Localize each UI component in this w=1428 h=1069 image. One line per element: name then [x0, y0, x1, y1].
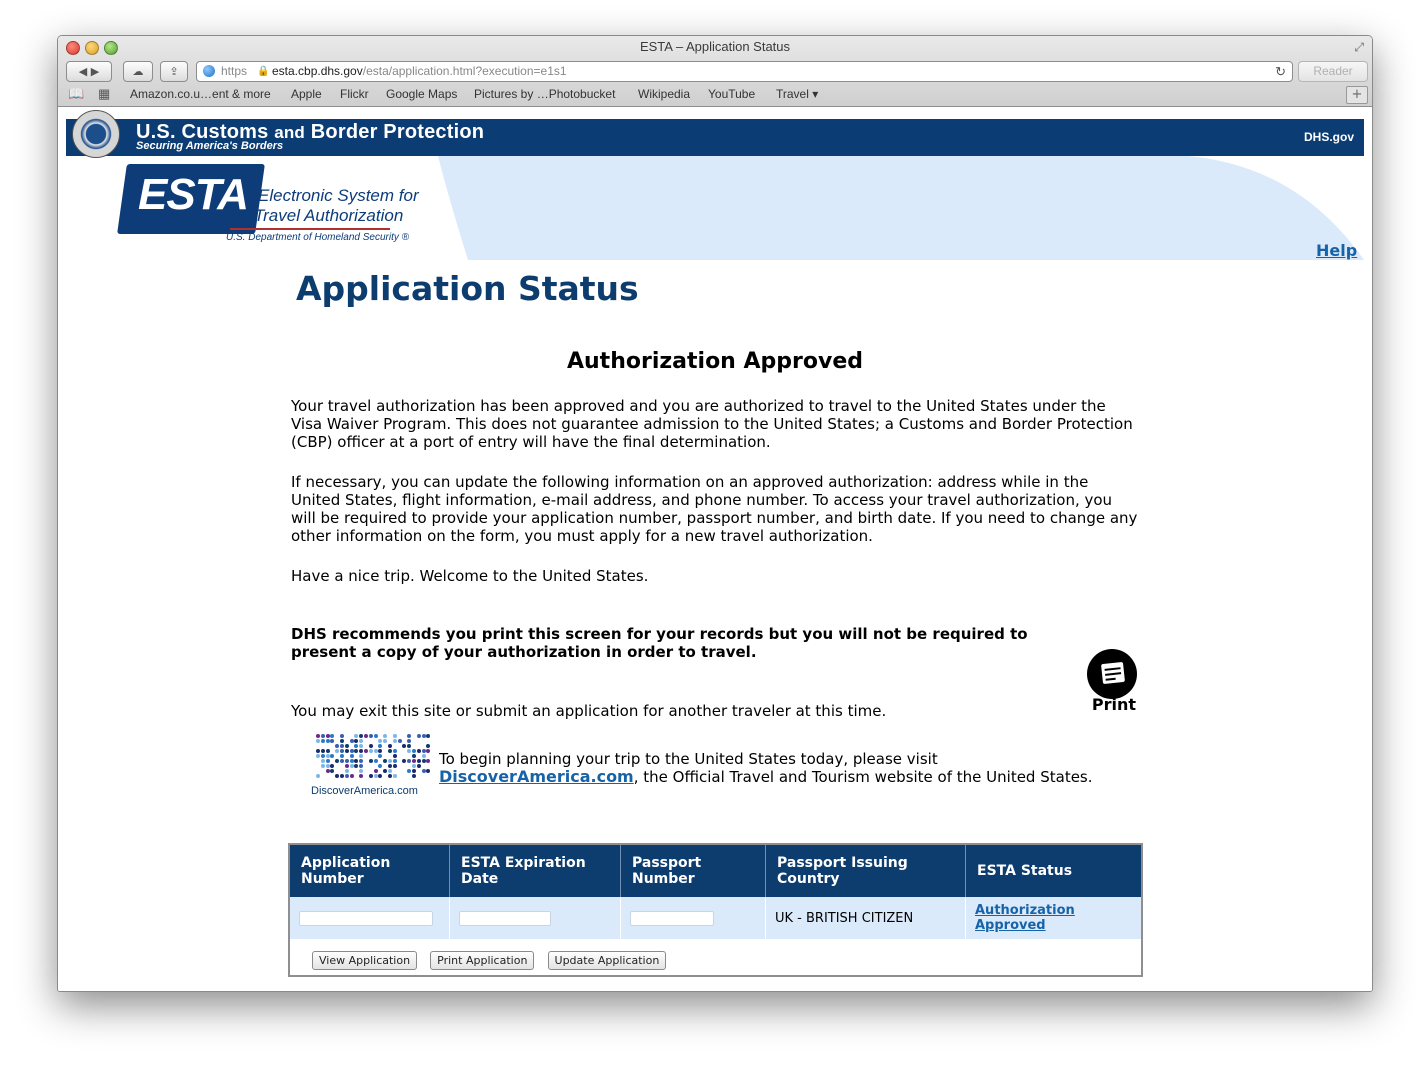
print-line: [1106, 678, 1116, 681]
header-application-number: Application Number: [290, 845, 450, 897]
logo-dot: [364, 734, 368, 738]
cell-issuing-country: UK - BRITISH CITIZEN: [766, 897, 966, 939]
logo-dot: [388, 764, 392, 768]
url-text[interactable]: [272, 62, 567, 81]
agency-name-part1: U.S. Customs: [136, 121, 269, 143]
esta-logo[interactable]: [122, 164, 422, 264]
status-line2: Approved: [975, 918, 1046, 933]
reload-icon[interactable]: ↻: [1275, 64, 1286, 79]
logo-dot: [412, 749, 416, 753]
share-icon: ⇪: [169, 65, 179, 78]
logo-dot: [354, 749, 358, 753]
logo-dot: [426, 759, 430, 763]
logo-dot: [350, 754, 354, 758]
logo-dot: [335, 744, 339, 748]
logo-dot: [374, 734, 378, 738]
logo-dot: [321, 754, 325, 758]
logo-dot: [407, 749, 411, 753]
logo-dot: [354, 764, 358, 768]
logo-dot: [326, 754, 330, 758]
logo-dot: [383, 759, 387, 763]
header-swoosh: [438, 156, 1364, 260]
update-info-paragraph: If necessary, you can update the following information on an approved authorization: address while in the United States, flight information, e-mail address, and phone number. To access your travel authorization, you will be required to provide your application number, passport number, and birth date. If you need to change any other information on the form, you must apply for a new travel authorization.: [291, 473, 1138, 545]
status-line1: Authorization: [975, 903, 1075, 918]
logo-dot: [393, 734, 397, 738]
logo-dot: [350, 774, 354, 778]
logo-dot: [326, 734, 330, 738]
logo-dot: [412, 754, 416, 758]
redacted-passport-number: [630, 911, 714, 926]
cell-esta-status: [966, 897, 1141, 939]
logo-dot: [378, 744, 382, 748]
logo-dot: [354, 739, 358, 743]
logo-dot: [321, 739, 325, 743]
logo-dot: [335, 759, 339, 763]
logo-dot: [426, 744, 430, 748]
logo-dot: [407, 759, 411, 763]
logo-dot: [350, 764, 354, 768]
browser-chrome: [58, 36, 1372, 107]
exit-text: You may exit this site or submit an application for another traveler at this time.: [291, 702, 887, 720]
logo-dot: [383, 769, 387, 773]
logo-dot: [393, 739, 397, 743]
lock-icon: 🔒: [257, 66, 270, 77]
logo-dot: [369, 774, 373, 778]
logo-dot: [393, 754, 397, 758]
print-line: [1105, 667, 1121, 671]
browser-window: [57, 35, 1373, 992]
logo-dot: [378, 754, 382, 758]
logo-dot: [321, 734, 325, 738]
logo-dot: [398, 739, 402, 743]
logo-dot: [345, 764, 349, 768]
cloud-icon: ☁: [132, 65, 144, 78]
back-forward-buttons[interactable]: [66, 61, 112, 82]
bookmark-folder-travel[interactable]: Travel ▾: [776, 87, 819, 101]
logo-dot: [340, 749, 344, 753]
logo-dot: [354, 759, 358, 763]
new-tab-button[interactable]: +: [1346, 86, 1368, 104]
cell-application-number: [290, 897, 450, 939]
logo-dot: [369, 744, 373, 748]
dhs-gov-link[interactable]: DHS.gov: [1303, 130, 1354, 144]
logo-dot: [345, 744, 349, 748]
logo-dot: [388, 759, 392, 763]
logo-dot: [388, 744, 392, 748]
approval-paragraph: Your travel authorization has been approved and you are authorized to travel to the United States under the Visa Waiver Program. This does not guarantee admission to the United States; a Customs and Border Protection (CBP) officer at a port of entry will have the final determination.: [291, 397, 1133, 451]
logo-dot: [369, 759, 373, 763]
page-title: Application Status: [296, 269, 639, 308]
logo-dot: [321, 749, 325, 753]
status-heading: Authorization Approved: [566, 349, 863, 374]
minimize-window-button[interactable]: [85, 41, 99, 55]
forward-icon[interactable]: ▶: [90, 65, 100, 78]
logo-dot: [359, 769, 363, 773]
logo-dot: [374, 769, 378, 773]
logo-dot: [354, 744, 358, 748]
esta-full-name-line1: Electronic System for: [258, 186, 419, 205]
logo-dot: [359, 739, 363, 743]
logo-dot: [374, 749, 378, 753]
logo-dot: [321, 764, 325, 768]
address-bar[interactable]: [196, 61, 1293, 82]
discover-america-link[interactable]: DiscoverAmerica.com: [439, 767, 634, 786]
esta-logo-divider: [230, 228, 390, 230]
logo-dot: [378, 764, 382, 768]
logo-dot: [330, 754, 334, 758]
logo-dot: [422, 759, 426, 763]
header-esta-expiration-date: ESTA Expiration Date: [450, 845, 621, 897]
logo-dot: [374, 774, 378, 778]
welcome-text: Have a nice trip. Welcome to the United States.: [291, 567, 649, 585]
agency-name-and: and: [274, 123, 306, 142]
logo-dot: [388, 749, 392, 753]
logo-dot: [407, 739, 411, 743]
logo-dot: [326, 759, 330, 763]
bookmark-item[interactable]: Flickr: [340, 87, 369, 101]
logo-dot: [422, 734, 426, 738]
discover-pre-text: To begin planning your trip to the United States today, please visit: [439, 750, 938, 768]
logo-dot: [340, 734, 344, 738]
help-link[interactable]: Help: [1316, 241, 1358, 260]
logo-dot: [326, 769, 330, 773]
logo-dot: [378, 749, 382, 753]
logo-dot: [321, 759, 325, 763]
window-title: ESTA – Application Status: [639, 39, 791, 54]
logo-dot: [393, 764, 397, 768]
logo-dot: [422, 769, 426, 773]
logo-dot: [407, 744, 411, 748]
logo-dot: [316, 734, 320, 738]
esta-department: U.S. Department of Homeland Security ®: [226, 232, 409, 243]
redacted-application-number: [299, 911, 433, 926]
bookmark-item[interactable]: Wikipedia: [638, 87, 691, 101]
logo-dot: [354, 734, 358, 738]
table-row[interactable]: [290, 897, 1141, 939]
zoom-window-button[interactable]: [104, 41, 118, 55]
print-recommendation: DHS recommends you print this screen for your records but you will not be required to present a copy of your authorization in order to travel.: [291, 625, 1028, 661]
agency-name-part2: Border Protection: [310, 121, 485, 143]
table-header: [290, 845, 1141, 897]
logo-dot: [417, 764, 421, 768]
browser-toolbar: [58, 60, 1372, 82]
logo-dot: [326, 749, 330, 753]
logo-dot: [393, 774, 397, 778]
logo-dot: [326, 764, 330, 768]
logo-dot: [359, 744, 363, 748]
logo-dot: [340, 759, 344, 763]
logo-dot: [422, 754, 426, 758]
logo-dot: [345, 769, 349, 773]
top-sites-icon[interactable]: ▦: [98, 86, 111, 101]
logo-dot: [316, 774, 320, 778]
logo-dot: [359, 759, 363, 763]
header-esta-status: ESTA Status: [977, 863, 1073, 879]
logo-dot: [402, 759, 406, 763]
share-button[interactable]: [160, 61, 188, 82]
logo-dot: [340, 739, 344, 743]
logo-dot: [412, 764, 416, 768]
logo-dot: [340, 744, 344, 748]
logo-dot: [417, 734, 421, 738]
logo-dot: [316, 754, 320, 758]
logo-dot: [359, 774, 363, 778]
logo-dot: [407, 734, 411, 738]
logo-dot: [378, 774, 382, 778]
logo-dot: [326, 739, 330, 743]
logo-dot: [407, 769, 411, 773]
logo-dot: [330, 734, 334, 738]
cbp-banner: [66, 119, 1364, 156]
logo-dot: [378, 739, 382, 743]
close-window-button[interactable]: [66, 41, 80, 55]
logo-dot: [412, 759, 416, 763]
discover-post-text: , the Official Travel and Tourism website of the United States.: [633, 768, 1093, 786]
logo-dot: [316, 749, 320, 753]
logo-dot: [340, 754, 344, 758]
discover-america-text: [439, 750, 1139, 786]
reading-list-icon[interactable]: 📖: [68, 86, 85, 101]
logo-dot: [330, 769, 334, 773]
discover-america-caption[interactable]: DiscoverAmerica.com: [311, 785, 418, 797]
print-label[interactable]: Print: [1091, 695, 1137, 714]
logo-dot: [364, 749, 368, 753]
bookmark-item[interactable]: Google Maps: [386, 87, 458, 101]
logo-dot: [359, 734, 363, 738]
logo-dot: [388, 769, 392, 773]
logo-dot: [350, 759, 354, 763]
url-path: /esta/application.html?execution=e1s1: [362, 64, 567, 78]
bookmark-item[interactable]: Apple: [291, 87, 322, 101]
url-host: esta.cbp.dhs.gov: [272, 64, 363, 78]
cell-expiration-date: [450, 897, 621, 939]
logo-dot: [388, 774, 392, 778]
logo-dot: [330, 739, 334, 743]
logo-dot: [393, 759, 397, 763]
logo-dot: [340, 774, 344, 778]
logo-dot: [359, 749, 363, 753]
reader-button[interactable]: Reader: [1298, 61, 1368, 82]
logo-dot: [417, 759, 421, 763]
logo-dot: [412, 769, 416, 773]
logo-dot: [383, 739, 387, 743]
logo-dot: [350, 739, 354, 743]
globe-icon: [203, 65, 215, 77]
back-icon[interactable]: ◀: [78, 65, 88, 78]
logo-dot: [426, 749, 430, 753]
logo-dot: [359, 754, 363, 758]
logo-dot: [316, 739, 320, 743]
bookmarks-bar: [58, 84, 1372, 104]
bookmark-item[interactable]: Pictures by …Photobucket: [474, 87, 616, 101]
dhs-seal-logo: [72, 110, 120, 158]
logo-dot: [369, 734, 373, 738]
logo-dot: [345, 759, 349, 763]
header-passport-number: Passport Number: [621, 845, 766, 897]
logo-dot: [359, 764, 363, 768]
table-actions: [312, 949, 674, 970]
logo-dot: [426, 769, 430, 773]
fullscreen-icon[interactable]: ⤢: [1354, 40, 1364, 54]
logo-dot: [402, 744, 406, 748]
esta-full-name-line2: Travel Authorization: [254, 206, 404, 225]
logo-dot: [335, 749, 339, 753]
logo-dot: [412, 774, 416, 778]
logo-dot: [369, 749, 373, 753]
icloud-tabs-button[interactable]: [123, 61, 153, 82]
bookmark-item[interactable]: YouTube: [708, 87, 756, 101]
logo-dot: [422, 749, 426, 753]
logo-dot: [374, 759, 378, 763]
logo-dot: [335, 774, 339, 778]
applications-table: [288, 843, 1143, 977]
print-application-button[interactable]: Print Application: [430, 951, 534, 970]
print-icon[interactable]: [1087, 649, 1137, 699]
update-application-button[interactable]: Update Application: [548, 951, 667, 970]
print-line: [1105, 672, 1121, 676]
logo-dot: [417, 749, 421, 753]
esta-logo-word: ESTA: [138, 170, 249, 219]
status-link[interactable]: [975, 903, 1075, 933]
logo-dot: [426, 734, 430, 738]
logo-dot: [345, 749, 349, 753]
header-passport-issuing-country: Passport Issuing Country: [766, 845, 966, 897]
web-page: [58, 107, 1372, 991]
print-paper-shape: [1101, 662, 1125, 684]
agency-tagline: Securing America's Borders: [136, 140, 284, 152]
logo-dot: [345, 774, 349, 778]
logo-dot: [383, 734, 387, 738]
redacted-expiration-date: [459, 911, 551, 926]
view-application-button[interactable]: View Application: [312, 951, 417, 970]
logo-dot: [393, 749, 397, 753]
cell-passport-number: [621, 897, 766, 939]
logo-dot: [330, 764, 334, 768]
bookmark-item[interactable]: Amazon.co.u…ent & more: [130, 87, 271, 101]
logo-dot: [350, 749, 354, 753]
url-scheme: https: [221, 64, 248, 78]
